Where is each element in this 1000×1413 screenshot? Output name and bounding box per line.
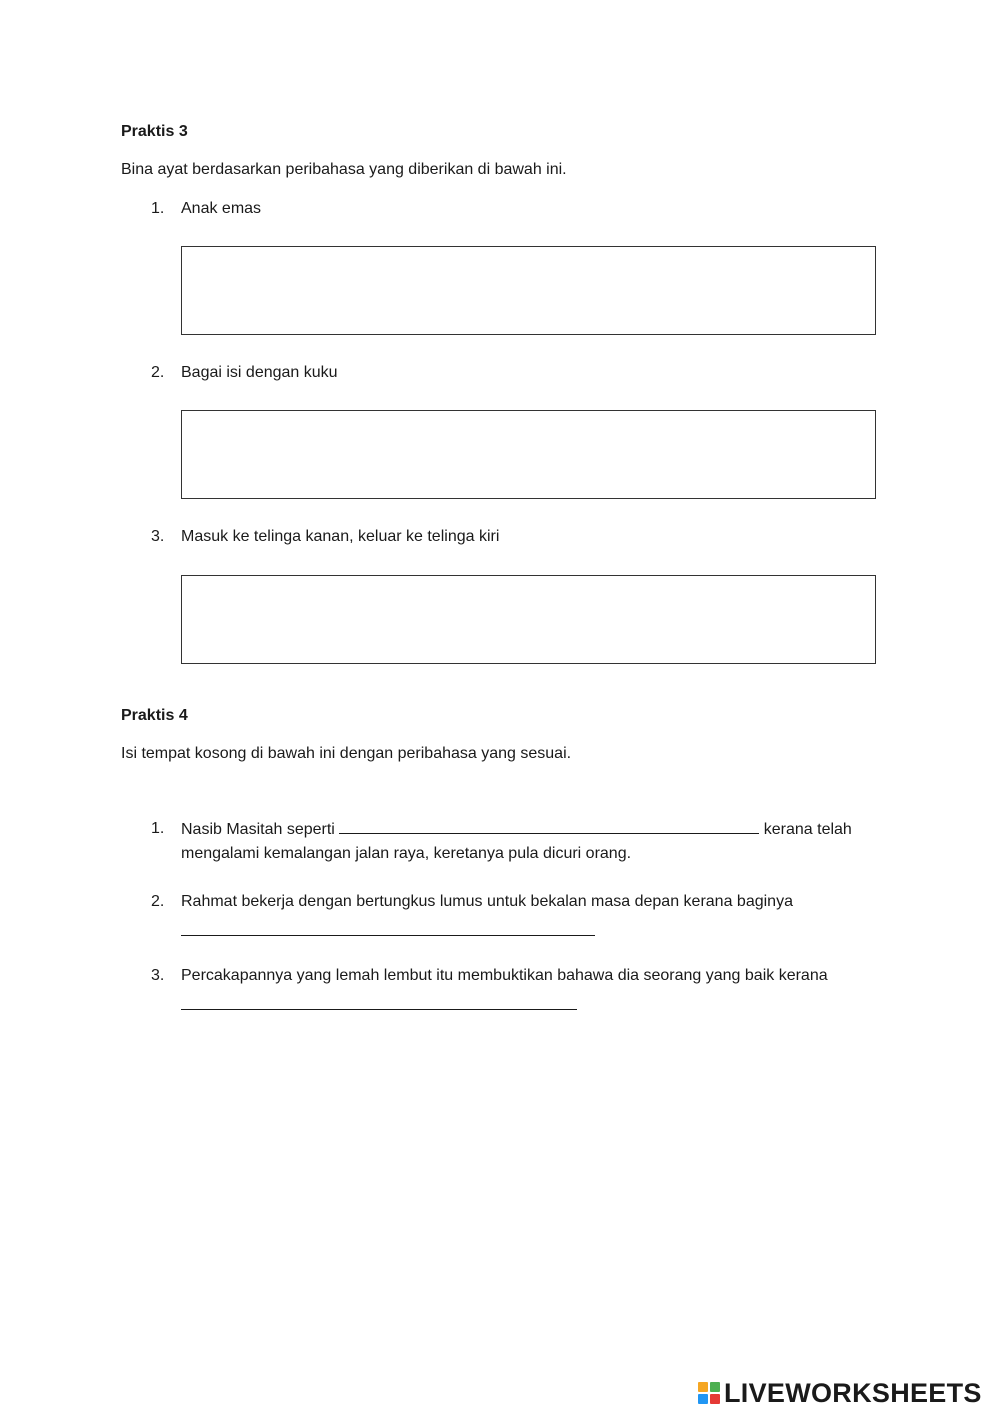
praktis3-answer-box-3[interactable] — [181, 575, 876, 664]
praktis3-item-2-number: 2. — [151, 364, 165, 381]
logo-square-4 — [710, 1394, 720, 1404]
liveworksheets-logo — [698, 1378, 982, 1408]
praktis4-item-3-text: Percakapannya yang lemah lembut itu membuktikan bahawa dia seorang yang baik kerana — [181, 967, 828, 984]
logo-square-3 — [698, 1394, 708, 1404]
praktis4-item-1-line2: mengalami kemalangan jalan raya, keretanya pula dicuri orang. — [181, 845, 632, 862]
praktis4-item-3-number: 3. — [151, 967, 165, 984]
praktis4-heading: Praktis 4 — [121, 707, 188, 724]
logo-square-2 — [710, 1382, 720, 1392]
logo-square-1 — [698, 1382, 708, 1392]
praktis3-heading: Praktis 3 — [121, 123, 188, 140]
praktis4-item-1-after: kerana telah — [763, 821, 852, 838]
logo-text: LIVEWORKSHEETS — [724, 1377, 982, 1408]
praktis4-item-1-number: 1. — [151, 820, 165, 837]
praktis4-blank-2[interactable] — [181, 934, 595, 936]
praktis4-blank-1[interactable] — [339, 817, 759, 834]
praktis4-item-2-number: 2. — [151, 893, 165, 910]
praktis3-item-3-number: 3. — [151, 528, 165, 545]
praktis4-blank-3[interactable] — [181, 1008, 577, 1010]
praktis4-instruction: Isi tempat kosong di bawah ini dengan peribahasa yang sesuai. — [121, 745, 572, 762]
logo-grid-icon — [698, 1382, 720, 1404]
praktis4-item-1-line1 — [181, 817, 852, 842]
praktis3-instruction: Bina ayat berdasarkan peribahasa yang diberikan di bawah ini. — [121, 161, 567, 178]
praktis3-item-1-text: Anak emas — [181, 200, 262, 217]
praktis3-item-2-text: Bagai isi dengan kuku — [181, 364, 338, 381]
praktis3-item-1-number: 1. — [151, 200, 165, 217]
praktis4-item-2-text: Rahmat bekerja dengan bertungkus lumus untuk bekalan masa depan kerana baginya — [181, 893, 793, 910]
praktis3-item-3-text: Masuk ke telinga kanan, keluar ke telinga kiri — [181, 528, 500, 545]
praktis4-item-1-before: Nasib Masitah seperti — [181, 821, 335, 838]
praktis3-answer-box-2[interactable] — [181, 410, 876, 499]
praktis3-answer-box-1[interactable] — [181, 246, 876, 335]
